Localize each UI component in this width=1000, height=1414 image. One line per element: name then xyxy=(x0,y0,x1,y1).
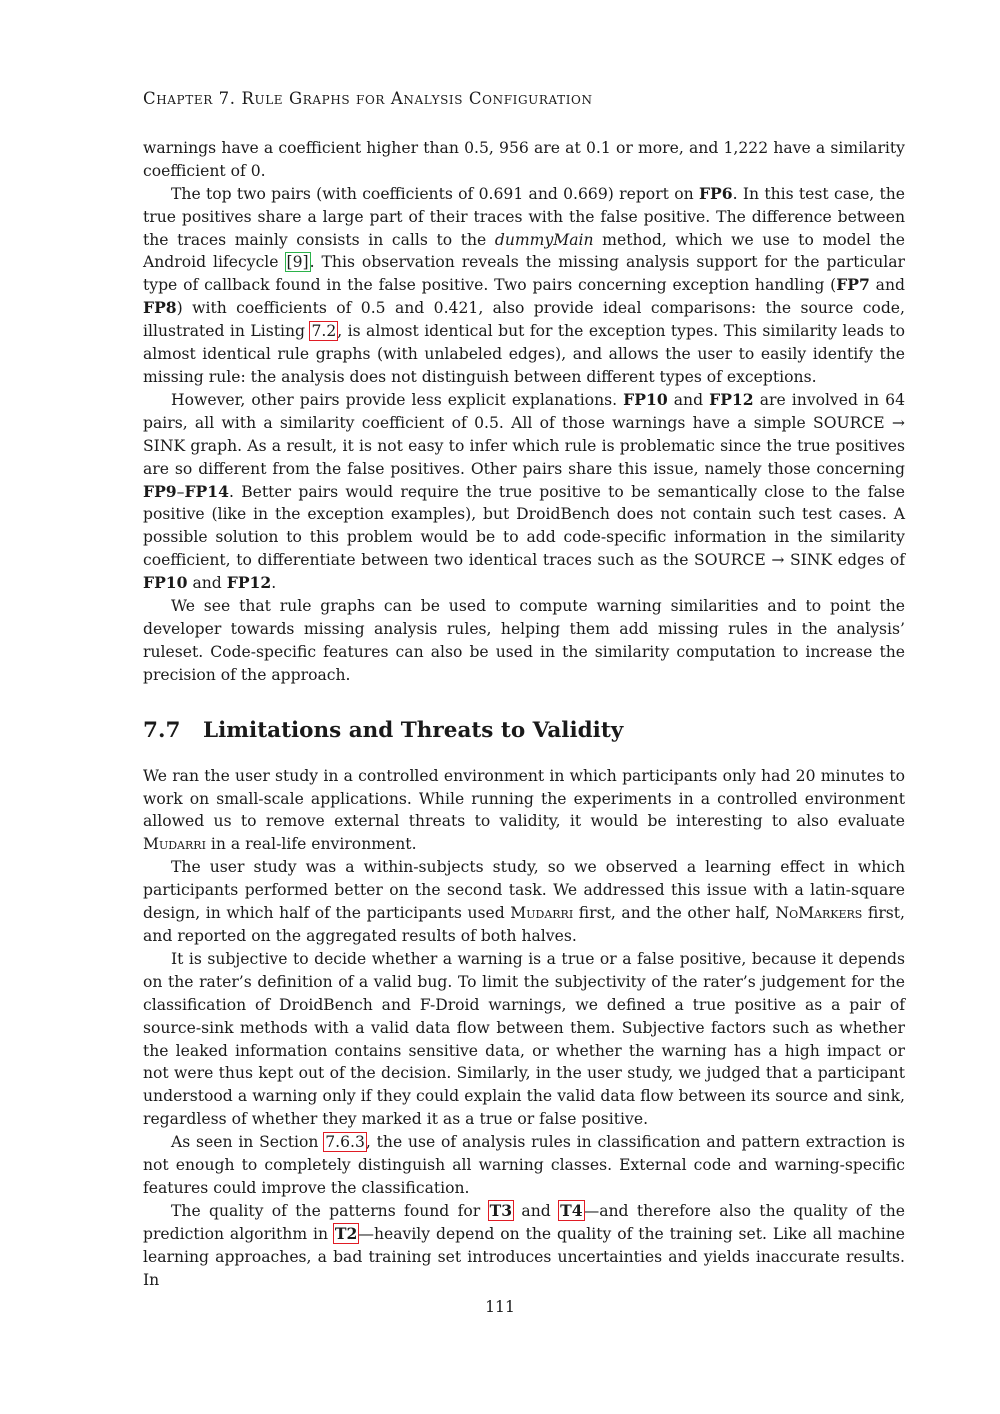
paragraph-7: It is subjective to decide whether a warning is a true or a false positive, because it depends on the rater’s definition of a valid bug. To limit the subjectivity of the rater’s judgement for the classification of DroidBench and F-Droid warnings, we defined a true positive as a pair of source-sink methods with a valid data flow between them. Subjective factors such as whether the leaked information contains sensitive data, or whether the warning has a high impact or not were thus kept out of the decision. Similarly, in the user study, we judged that a participant understood a warning only if they could explain the valid data flow between its source and sink, regardless of whether they marked it as a true or false positive. xyxy=(143,949,905,1129)
listing-link[interactable]: 7.2 xyxy=(311,322,337,341)
fp6-term: FP6 xyxy=(698,183,733,203)
paragraph-5: We ran the user study in a controlled environment in which participants only had 20 minutes to work on small-scale applications. While running the experiments in a controlled environment allowed us to remove external threats to validity, it would be interesting to also evaluate Mudarri in a real-life environment. xyxy=(143,766,905,854)
running-head: Chapter 7. Rule Graphs for Analysis Configuration xyxy=(143,89,593,108)
task-link-t3[interactable]: T3 xyxy=(489,1200,513,1220)
page-number: 111 xyxy=(485,1298,515,1316)
paragraph-3: However, other pairs provide less explicit explanations. FP10 and FP12 are involved in 64 pairs, all with a similarity coefficient of 0.5. All of those warnings have a simple SOURCE → SINK graph. As a result, it is not easy to infer which rule is problematic since the true positives are so different from the false positives. Other pairs share this issue, namely those concerning FP9–FP14. Better pairs would require the true positive to be semantically close to the false positive (like in the exception examples), but DroidBench does not contain such test cases. A possible solution to this problem would be to add code-specific information in the similarity coefficient, to differentiate between two identical traces such as the SOURCE → SINK edges of FP10 and FP12. xyxy=(143,389,905,593)
paragraph-2: The top two pairs (with coefficients of 0.691 and 0.669) report on FP6. In this test case, the true positives share a large part of their traces with the false positive. The difference between the traces mainly consists in calls to the dummyMain method, which we use to model the Android lifecycle [9]. This observation reveals the missing analysis support for the particular type of callback found in the false positive. Two pairs concerning exception handling (FP7 and FP8) with coefficients of 0.5 and 0.421, also provide ideal comparisons: the source code, illustrated in Listing 7.2, is almost identical but for the exception types. This similarity leads to almost identical rule graphs (with unlabeled edges), and allows the user to easily identify the missing rule: the analysis does not distinguish between different types of exceptions. xyxy=(143,183,906,386)
section-number: 7.7 xyxy=(143,717,181,743)
dummymain-term: dummyMain xyxy=(494,230,594,249)
section-heading xyxy=(143,717,905,745)
citation-link[interactable]: [9] xyxy=(286,253,309,272)
page-body xyxy=(143,88,905,1292)
paragraph-8: As seen in Section 7.6.3, the use of analysis rules in classification and pattern extraction is not enough to completely distinguish all warning classes. External code and warning-specific features could improve the classification. xyxy=(143,1133,905,1197)
tool-name: Mudarri xyxy=(143,835,206,854)
paragraph-6: The user study was a within-subjects study, so we observed a learning effect in which participants performed better on the second task. We addressed this issue with a latin-square design, in which half of the participants used Mudarri first, and the other half, NoMarkers first, and reported on the aggregated results of both halves. xyxy=(143,858,905,945)
section-link[interactable]: 7.6.3 xyxy=(325,1133,365,1152)
paragraph-4: We see that rule graphs can be used to compute warning similarities and to point the developer towards missing analysis rules, helping them add missing rules in the analysis’ ruleset. Code-specific features can also be used in the similarity computation to increase the precision of the approach. xyxy=(143,597,905,684)
task-link-t4[interactable]: T4 xyxy=(560,1200,583,1220)
task-link-t2[interactable]: T2 xyxy=(334,1223,358,1243)
paragraph-1: warnings have a coefficient higher than 0.5, 956 are at 0.1 or more, and 1,222 have a similarity coefficient of 0. xyxy=(143,138,905,180)
section-title: Limitations and Threats to Validity xyxy=(203,717,624,743)
paragraph-9: The quality of the patterns found for T3 and T4—and therefore also the quality of the prediction algorithm in T2—heavily depend on the quality of the training set. Like all machine learning approaches, a bad training set introduces uncertainties and yields inaccurate results. In xyxy=(143,1200,905,1289)
